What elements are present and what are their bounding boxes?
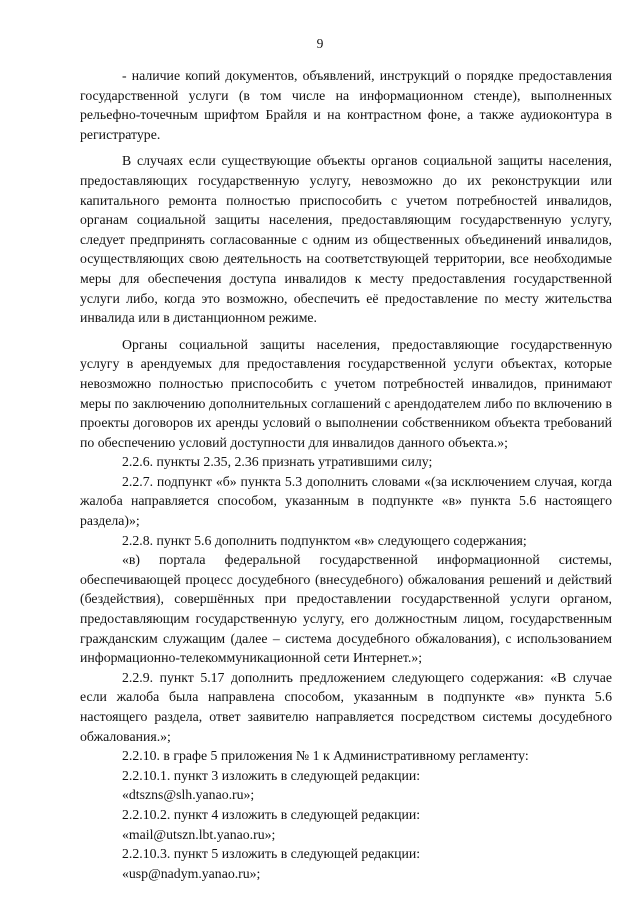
paragraph: - наличие копий документов, объявлений, инструкций о порядке предоставления государственной услуги (в том числе на информационном стенде), выполненных рельефно-точечным шрифтом Брайля и на контрастном фоне, а также аудиоконтура в регистратуре. bbox=[80, 68, 612, 142]
paragraph: «dtszns@slh.yanao.ru»; bbox=[122, 787, 255, 803]
paragraph: В случаях если существующие объекты органов социальной защиты населения, предоставляющих государственную услугу, невозможно до их реконструкции или капитального ремонта полностью приспособить с учетом потребностей инвалидов, органам социальной защиты населения, предоставляющим государственную услугу, следует предпринять согласованные с одним из общественных объединений инвалидов, осуществляющих свою деятельность на соответствующей территории, все необходимые меры для обеспечения доступа инвалидов к месту предоставления государственной услуги либо, когда это возможно, обеспечить её предоставление по месту жительства инвалида или в дистанционном режиме. bbox=[80, 153, 612, 326]
paragraph: 2.2.6. пункты 2.35, 2.36 признать утратившими силу; bbox=[122, 454, 433, 470]
paragraph: 2.2.10.2. пункт 4 изложить в следующей редакции: bbox=[122, 806, 421, 822]
paragraph: «в) портала федеральной государственной информационной системы, обеспечивающей процесс досудебного (внесудебного) обжалования решений и действий (бездействия), совершённых при предоставлении государственной услуги органом, предоставляющим государственную услугу, его должностным лицом, государственным гражданским служащим (далее – система досудебного обжалования), с использованием информационно-телекоммуникационной сети Интернет.»; bbox=[80, 552, 612, 666]
paragraph: Органы социальной защиты населения, предоставляющие государственную услугу в арендуемых для предоставления государственной услуги объектах, которые невозможно полностью приспособить с учетом потребностей инвалидов, принимают меры по заключению дополнительных соглашений с арендодателем либо по включению в проекты договоров их аренды условий о выполнении собственником объекта требований по обеспечению условий доступности для инвалидов данного объекта.»; bbox=[80, 336, 612, 450]
paragraph: 2.2.8. пункт 5.6 дополнить подпунктом «в» следующего содержания; bbox=[122, 532, 527, 548]
paragraph: 2.2.10. в графе 5 приложения № 1 к Административному регламенту: bbox=[122, 748, 529, 764]
paragraph: «mail@utszn.lbt.yanao.ru»; bbox=[122, 826, 276, 842]
page-number: 9 bbox=[316, 36, 324, 51]
paragraph: 2.2.9. пункт 5.17 дополнить предложением следующего содержания: «В случае если жалоба была направлена способом, указанным в подпункте «в» пункта 5.6 настоящего раздела, ответ заявителю направляется посредством системы досудебного обжалования.»; bbox=[80, 669, 612, 744]
paragraph: «usp@nadym.yanao.ru»; bbox=[122, 865, 261, 881]
paragraph: 2.2.7. подпункт «б» пункта 5.3 дополнить словами «(за исключением случая, когда жалоба направляется способом, указанным в подпункте «в» пункта 5.6 настоящего раздела)»; bbox=[80, 473, 612, 529]
paragraph: 2.2.10.1. пункт 3 изложить в следующей редакции: bbox=[122, 767, 421, 783]
document-body bbox=[80, 66, 612, 883]
paragraph: 2.2.10.3. пункт 5 изложить в следующей редакции: bbox=[122, 846, 421, 862]
